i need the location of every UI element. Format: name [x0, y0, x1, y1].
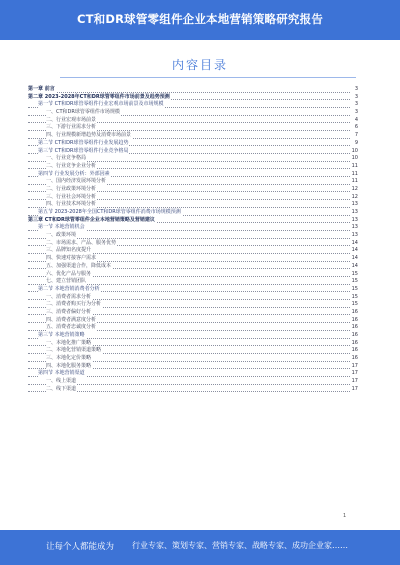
toc-entry-page: 15: [351, 270, 358, 277]
toc-entry-label: 第五节 2023-2028年全国CT和DR球管零组件消费市场规模预测: [38, 209, 181, 215]
toc-entry-label: 第三节 本地营销策略: [38, 332, 85, 338]
toc-entry[interactable]: [28, 186, 358, 194]
toc-entry-label: 一、消费者需求分析: [46, 293, 92, 300]
toc-entry-page: 16: [351, 355, 358, 362]
toc-entry[interactable]: [28, 324, 358, 332]
toc-entry-label: 第一章 前言: [28, 86, 55, 92]
toc-entry-label: 一、本地化推广策略: [46, 339, 92, 346]
toc-heading: 内容目录: [171, 58, 228, 72]
toc-entry-page: 12: [351, 185, 358, 192]
toc-entry-label: 第一节 CT和DR球管零组件行业宏观市场前景及市场规模: [38, 101, 164, 108]
toc-entry-label: 一、线上渠道: [46, 378, 77, 385]
toc-entry-label: 第二节 CT和DR球管零组件行业发展趋势: [38, 139, 129, 146]
toc-entry[interactable]: [28, 370, 358, 378]
toc-entry[interactable]: [28, 255, 358, 263]
toc-entry-page: 14: [351, 239, 358, 246]
toc-entry-page: 11: [351, 178, 358, 185]
toc-entry-page: 17: [351, 362, 358, 369]
toc-entry-page: 13: [351, 216, 358, 223]
leader-dots: [28, 92, 350, 93]
toc-entry-page: 4: [351, 117, 358, 125]
toc-entry-label: 第四节 行业发展分析：外部因素: [38, 170, 110, 177]
toc-entry-page: 16: [351, 308, 358, 315]
toc-entry-page: 17: [351, 385, 358, 392]
toc-entry-page: 11: [351, 162, 358, 169]
toc-entry-page: 17: [351, 378, 358, 385]
toc-entry[interactable]: [28, 332, 358, 340]
toc-entry[interactable]: [28, 201, 358, 209]
toc-entry-page: 17: [351, 370, 358, 377]
toc-entry-label: 七、建立营销团队: [46, 278, 87, 285]
header-banner: [0, 0, 400, 40]
toc-entry-label: 三、行业社会环境分析: [46, 193, 97, 200]
toc-entry-label: 二、消费者购买行为分析: [46, 301, 102, 308]
footer-banner: [0, 530, 400, 565]
toc-entry[interactable]: [28, 124, 358, 132]
toc-divider: [60, 77, 356, 78]
toc-entry-page: 6: [351, 124, 358, 132]
toc-entry[interactable]: [28, 224, 358, 232]
toc-entry-label: 一、CT和DR球管零组件市场规模: [46, 109, 120, 116]
toc-entry[interactable]: [28, 355, 358, 363]
toc-entry[interactable]: [28, 286, 358, 294]
toc-entry[interactable]: [28, 347, 358, 355]
toc-entry-label: 六、优化产品与服务: [46, 270, 92, 277]
toc-entry-page: 3: [351, 94, 358, 102]
toc-entry-label: 四、行业规模新增趋势及消费市场前景: [46, 132, 132, 139]
toc-entry-page: 14: [351, 247, 358, 254]
toc-entry-page: 11: [351, 170, 358, 177]
toc-entry-page: 14: [351, 255, 358, 262]
toc-entry[interactable]: [28, 163, 358, 171]
toc-entry[interactable]: [28, 109, 358, 117]
toc-entry-page: 13: [351, 209, 358, 215]
toc-entry[interactable]: [28, 101, 358, 109]
toc-entry-label: 二、线下渠道: [46, 385, 77, 392]
toc-entry-page: 16: [351, 347, 358, 354]
toc-entry[interactable]: [28, 178, 358, 186]
toc-entry-label: 三、下游行业需求分析: [46, 124, 97, 131]
toc-entry-page: 10: [351, 147, 358, 154]
toc-entry[interactable]: [28, 140, 358, 148]
toc-entry-label: 第二节 本地营销消费者分析: [38, 285, 100, 292]
toc-entry-page: 9: [351, 140, 358, 148]
toc-entry[interactable]: [28, 209, 358, 217]
toc-entry-page: 15: [351, 293, 358, 300]
toc-entry-page: 10: [351, 155, 358, 162]
footer-slogan: 让每个人都能成为: [46, 542, 115, 552]
toc-entry-label: 四、行业技术环境分析: [46, 201, 97, 208]
toc-entry-label: 四、快速对接客户需求: [46, 255, 97, 262]
toc-entry-page: 16: [351, 316, 358, 323]
toc-entry[interactable]: [28, 86, 358, 94]
toc-entry-label: 一、政策环境: [46, 232, 77, 239]
toc-entry-label: 四、消费者满意度分析: [46, 316, 97, 323]
toc-entry-label: 第四节 本地营销渠道: [38, 370, 85, 377]
toc-entry-page: 7: [351, 132, 358, 140]
toc-entry[interactable]: [28, 301, 358, 309]
toc-entry-page: 15: [351, 278, 358, 285]
toc-entry-label: 第三节 CT和DR球管零组件行业竞争格局: [38, 147, 129, 154]
report-title: CT和DR球管零组件企业本地营销策略研究报告: [76, 12, 324, 26]
toc-entry-page: 16: [351, 324, 358, 331]
toc-entry-page: 3: [351, 109, 358, 117]
toc-entry-page: 15: [351, 285, 358, 292]
toc-entry-label: 三、品牌知名度提升: [46, 247, 92, 254]
toc-entry-label: 二、行业政策环境分析: [46, 185, 97, 192]
toc-entry[interactable]: [28, 386, 358, 394]
toc-entry-page: 16: [351, 332, 358, 338]
toc-entry[interactable]: [28, 309, 358, 317]
toc-entry-label: 二、行业竞争企业分析: [46, 162, 97, 169]
toc-entry[interactable]: [28, 378, 358, 386]
toc-entry-page: 12: [351, 193, 358, 200]
table-of-contents: [28, 86, 358, 394]
toc-entry[interactable]: [28, 155, 358, 163]
toc-entry-label: 五、消费者忠诚度分析: [46, 324, 97, 331]
footer-tagline: 行业专家、策划专家、营销专家、战略专家、成功企业家……: [132, 541, 348, 550]
toc-entry-label: 三、消费者偏好分析: [46, 308, 92, 315]
page-number: 1: [343, 513, 347, 519]
toc-entry[interactable]: [28, 278, 358, 286]
toc-entry-page: 13: [351, 224, 358, 231]
toc-entry-page: 15: [351, 301, 358, 308]
toc-entry[interactable]: [28, 263, 358, 271]
toc-entry[interactable]: [28, 232, 358, 240]
toc-entry-label: 三、本地化定价策略: [46, 355, 92, 362]
toc-entry-label: 一、国内经济发展环境分析: [46, 178, 107, 185]
toc-entry[interactable]: [28, 247, 358, 255]
toc-entry-page: 16: [351, 339, 358, 346]
toc-entry-label: 二、本地化营销渠道策略: [46, 347, 102, 354]
toc-entry-label: 第三章 CT和DR球管零组件企业本地营销策略及营销建议: [28, 216, 155, 223]
toc-entry-label: 第一节 本地营销机会: [38, 224, 85, 231]
toc-entry-label: 四、本地化服务策略: [46, 362, 92, 369]
toc-entry-page: 3: [351, 101, 358, 109]
toc-entry[interactable]: [28, 132, 358, 140]
toc-entry-page: 13: [351, 201, 358, 208]
toc-entry-page: 3: [351, 86, 358, 94]
toc-entry-page: 13: [351, 232, 358, 239]
toc-entry-label: 第二章 2023-2028年CT和DR球管零组件市场前景及趋势预测: [28, 93, 170, 100]
toc-entry-label: 一、行业竞争格局: [46, 155, 87, 162]
toc-entry-page: 14: [351, 262, 358, 269]
toc-entry-label: 二、市场需求、产品、服务优势: [46, 239, 117, 246]
toc-entry-label: 二、行业宏观市场前景: [46, 116, 97, 123]
toc-entry-label: 五、加强渠道合作，降低成本: [46, 262, 112, 269]
